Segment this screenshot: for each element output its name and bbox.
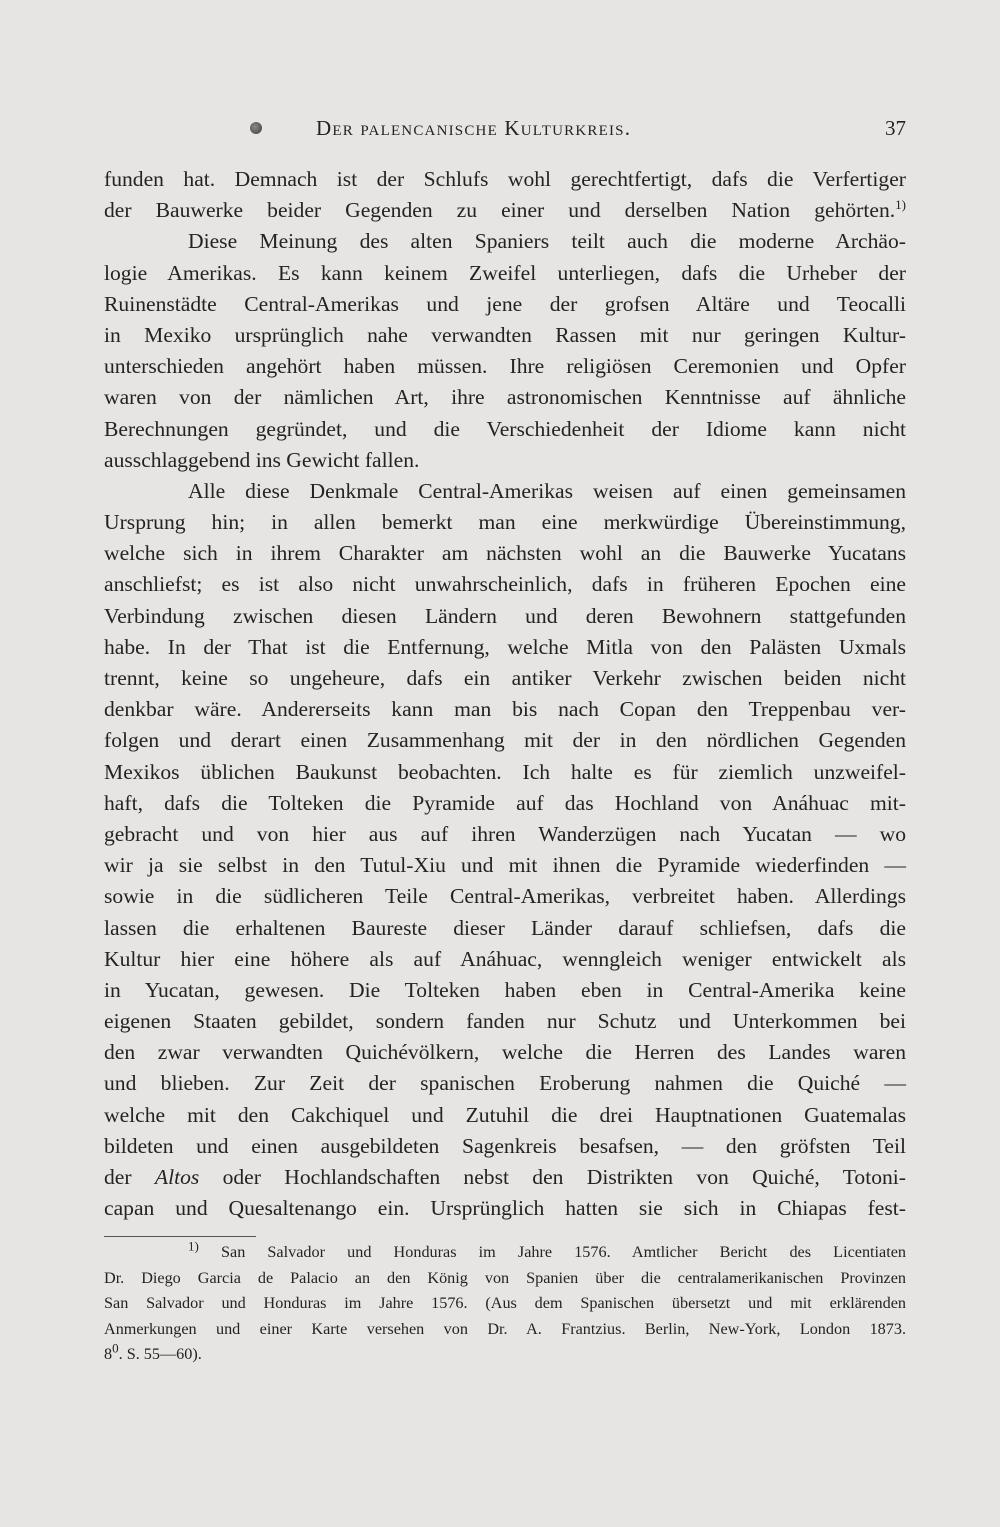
- text-line: in Yucatan, gewesen. Die Tolteken haben eben in Central-Amerika keine: [104, 977, 906, 1002]
- text-line: folgen und derart einen Zusammenhang mit der in den nördlichen Gegenden: [104, 728, 906, 753]
- text-line: anschliefst; es ist also nicht unwahrscheinlich, dafs in früheren Epochen eine: [104, 572, 906, 597]
- footnote-reference: 1): [895, 197, 906, 212]
- text-line: [104, 1162, 906, 1193]
- text-line: gebracht und von hier aus auf ihren Wanderzügen nach Yucatan — wo: [104, 821, 906, 846]
- italic-term-altos: Altos: [154, 1165, 200, 1189]
- text-line: Ruinenstädte Central-Amerikas und jene der grofsen Altäre und Teocalli: [104, 291, 906, 316]
- text-line: trennt, keine so ungeheure, dafs ein antiker Verkehr zwischen beiden nicht: [104, 666, 906, 690]
- text-line: und blieben. Zur Zeit der spanischen Eroberung nahmen die Quiché —: [104, 1071, 906, 1096]
- text-line: unterschieden angehört haben müssen. Ihre religiösen Ceremonien und Opfer: [104, 354, 906, 379]
- text-line: Alle diese Denkmale Central-Amerikas weisen auf einen gemeinsamen: [188, 478, 906, 503]
- text-line: in Mexiko ursprünglich nahe verwandten Rassen mit nur geringen Kultur-: [104, 322, 906, 347]
- footnote-rule: [104, 1236, 256, 1237]
- superscript-o: 0: [112, 1340, 119, 1356]
- text-line: welche mit den Cakchiquel und Zutuhil die drei Hauptnationen Guatemalas: [104, 1102, 906, 1127]
- text-line: funden hat. Demnach ist der Schlufs wohl gerechtfertigt, dafs die Verfertiger: [104, 167, 906, 191]
- footnote-line: [104, 1240, 906, 1266]
- text-segment: der: [104, 1165, 132, 1189]
- footnote-marker: 1): [188, 1238, 199, 1254]
- text-line: logie Amerikas. Es kann keinem Zweifel unterliegen, dafs die Urheber der: [104, 260, 906, 285]
- footnote-text: 8: [104, 1345, 113, 1364]
- running-header: [104, 116, 906, 146]
- text-line: welche sich in ihrem Charakter am nächsten wohl an die Bauwerke Yucatans: [104, 541, 906, 566]
- text-line: eigenen Staaten gebildet, sondern fanden nur Schutz und Unterkommen bei: [104, 1009, 906, 1034]
- footnote-line: Anmerkungen und einer Karte versehen von Dr. A. Frantzius. Berlin, New-York, London 1873.: [104, 1319, 906, 1338]
- text-line: Mexikos üblichen Baukunst beobachten. Ich halte es für ziemlich unzweifel-: [104, 759, 906, 784]
- text-line: denkbar wäre. Andererseits kann man bis nach Copan den Treppenbau ver-: [104, 697, 906, 722]
- text-line: capan und Quesaltenango ein. Ursprünglich hatten sie sich in Chiapas fest-: [104, 1196, 906, 1221]
- text-line: Verbindung zwischen diesen Ländern und deren Bewohnern stattgefunden: [104, 603, 906, 628]
- ink-spot-mark: [250, 122, 262, 134]
- footnote-line: Dr. Diego Garcia de Palacio an den König von Spanien über die centralamerikanischen Provinzen: [104, 1268, 906, 1287]
- text-line-content: der Bauwerke beider Gegenden zu einer und derselben Nation gehörten.: [104, 198, 896, 223]
- footnote: [104, 1240, 906, 1368]
- page-number: 37: [885, 116, 906, 140]
- text-line: sowie in die südlicheren Teile Central-Amerikas, verbreitet haben. Allerdings: [104, 884, 906, 909]
- text-line: haft, dafs die Tolteken die Pyramide auf das Hochland von Anáhuac mit-: [104, 790, 906, 815]
- text-line: bildeten und einen ausgebildeten Sagenkreis besafsen, — den gröfsten Teil: [104, 1133, 906, 1158]
- text-line: waren von der nämlichen Art, ihre astronomischen Kenntnisse auf ähnliche: [104, 385, 906, 410]
- footnote-text: San Salvador und Honduras im Jahre 1576. Amtlicher Bericht des Licentiaten: [221, 1243, 906, 1261]
- footnote-line: San Salvador und Honduras im Jahre 1576. (Aus dem Spanischen übersetzt und mit erklärenden: [104, 1294, 906, 1313]
- text-line: Diese Meinung des alten Spaniers teilt auch die moderne Archäo-: [188, 229, 906, 254]
- text-line: Berechnungen gegründet, und die Verschiedenheit der Idiome kann nicht: [104, 416, 906, 441]
- text-segment: oder Hochlandschaften nebst den Distrikten von Quiché, Totoni-: [222, 1165, 906, 1189]
- text-line: wir ja sie selbst in den Tutul-Xiu und mit ihnen die Pyramide wiederfinden —: [104, 853, 906, 878]
- text-line: [104, 195, 906, 226]
- text-line: lassen die erhaltenen Baureste dieser Länder darauf schliefsen, dafs die: [104, 915, 906, 940]
- running-title: Der palencanische Kulturkreis.: [316, 116, 632, 140]
- text-line: habe. In der That ist die Entfernung, welche Mitla von den Palästen Uxmals: [104, 634, 906, 659]
- text-line: Ursprung hin; in allen bemerkt man eine merkwürdige Übereinstimmung,: [104, 510, 906, 535]
- footnote-text: . S. 55—60).: [118, 1345, 202, 1364]
- text-line: ausschlaggebend ins Gewicht fallen.: [104, 447, 420, 472]
- footnote-line: [104, 1342, 906, 1368]
- main-text: [104, 164, 906, 1224]
- text-line: den zwar verwandten Quichévölkern, welche die Herren des Landes waren: [104, 1040, 906, 1065]
- text-line: Kultur hier eine höhere als auf Anáhuac, wenngleich weniger entwickelt als: [104, 946, 906, 971]
